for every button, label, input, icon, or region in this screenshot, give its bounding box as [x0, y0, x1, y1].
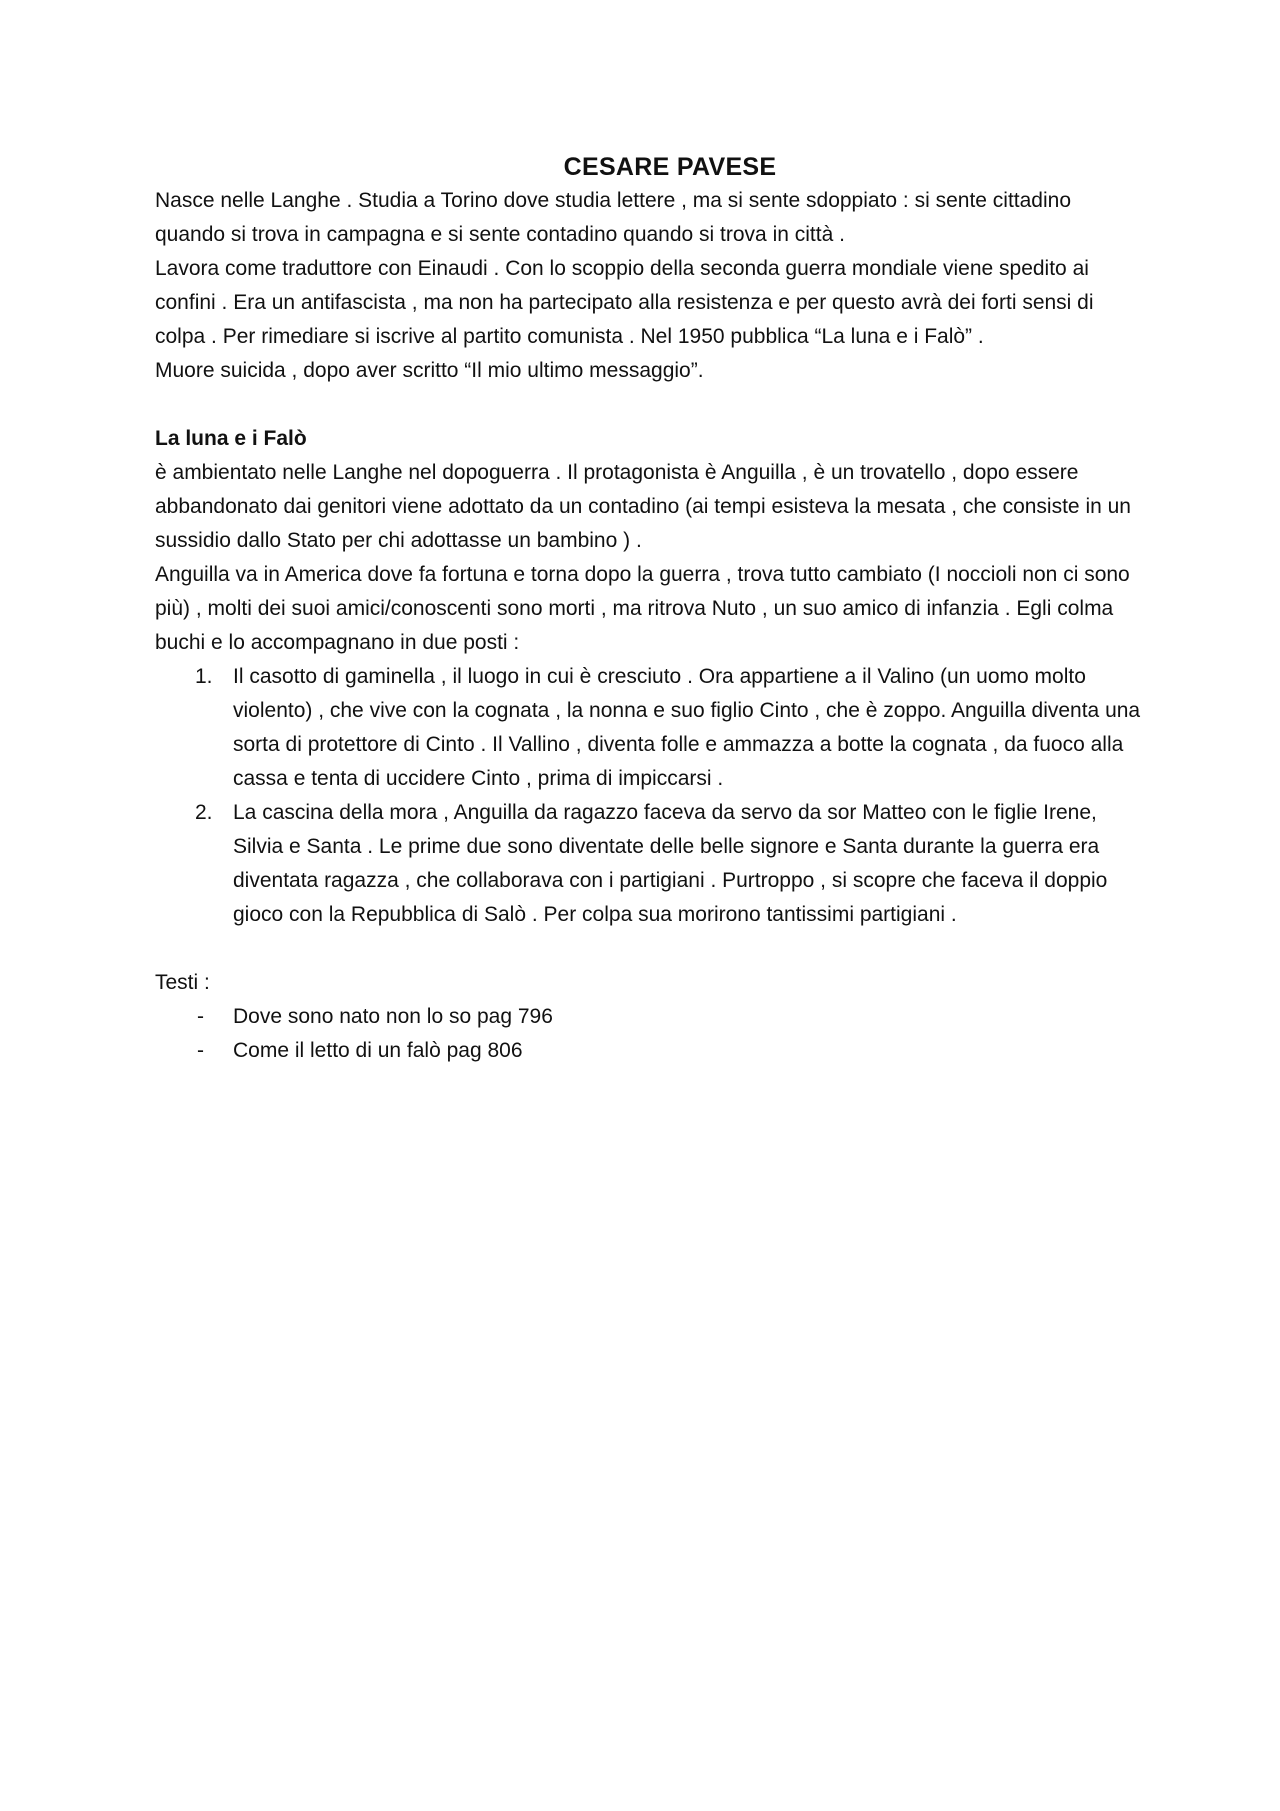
list-item-text: La cascina della mora , Anguilla da ragazzo faceva da servo da sor Matteo con le figlie Irene, Silvia e Santa . Le prime due sono diventate delle belle signore e Santa durante la guerra era diventata ragazza , che collaborava con i partigiani . Purtroppo , si scopre che faceva il doppio gioco con la Repubblica di Salò . Per colpa sua morirono tantissimi partigiani .: [233, 801, 1108, 926]
document-page: [155, 150, 1145, 1068]
novel-paragraph-return: Anguilla va in America dove fa fortuna e torna dopo la guerra , trova tutto cambiato (I noccioli non ci sono più) , molti dei suoi amici/conoscenti sono morti , ma ritrova Nuto , un suo amico di infanzia . Egli colma buchi e lo accompagnano in due posti :: [155, 563, 1130, 654]
list-item-text: Il casotto di gaminella , il luogo in cui è cresciuto . Ora appartiene a il Valino (un uomo molto violento) , che vive con la cognata , la nonna e suo figlio Cinto , che è zoppo. Anguilla diventa una sorta di protettore di Cinto . Il Vallino , diventa folle e ammazza a botte la cognata , da fuoco alla cassa e tenta di uccidere Cinto , prima di impiccarsi .: [233, 665, 1141, 790]
list-item: [155, 660, 1145, 796]
page-title: CESARE PAVESE: [563, 153, 777, 181]
list-item-text: Dove sono nato non lo so pag 796: [233, 1005, 553, 1028]
list-item-number: 2.: [195, 801, 213, 824]
spacer: [155, 388, 1145, 422]
spacer: [155, 932, 1145, 966]
bullet-dash: -: [197, 1005, 204, 1028]
list-item-number: 1.: [195, 665, 213, 688]
novel-heading: La luna e i Falò: [155, 427, 307, 450]
novel-paragraph-setting: è ambientato nelle Langhe nel dopoguerra . Il protagonista è Anguilla , è un trovatello , dopo essere abbandonato dai genitori viene adottato da un contadino (ai tempi esisteva la mesata , che consiste in un sussidio dallo Stato per chi adottasse un bambino ) .: [155, 461, 1131, 552]
texts-list: [155, 1000, 1145, 1068]
bio-paragraph-career: Lavora come traduttore con Einaudi . Con lo scoppio della seconda guerra mondiale viene spedito ai confini . Era un antifascista , ma non ha partecipato alla resistenza e per questo avrà dei forti sensi di colpa . Per rimediare si iscrive al partito comunista . Nel 1950 pubblica “La luna e i Falò” .: [155, 257, 1094, 348]
bio-paragraph-birth: Nasce nelle Langhe . Studia a Torino dove studia lettere , ma si sente sdoppiato : si sente cittadino quando si trova in campagna e si sente contadino quando si trova in città .: [155, 189, 1072, 246]
texts-label: Testi :: [155, 971, 210, 994]
bio-paragraph-death: Muore suicida , dopo aver scritto “Il mio ultimo messaggio”.: [155, 359, 704, 382]
list-item: [155, 1034, 1145, 1068]
places-list: [155, 660, 1145, 932]
list-item: [155, 796, 1145, 932]
list-item: [155, 1000, 1145, 1034]
bullet-dash: -: [197, 1039, 204, 1062]
list-item-text: Come il letto di un falò pag 806: [233, 1039, 523, 1062]
